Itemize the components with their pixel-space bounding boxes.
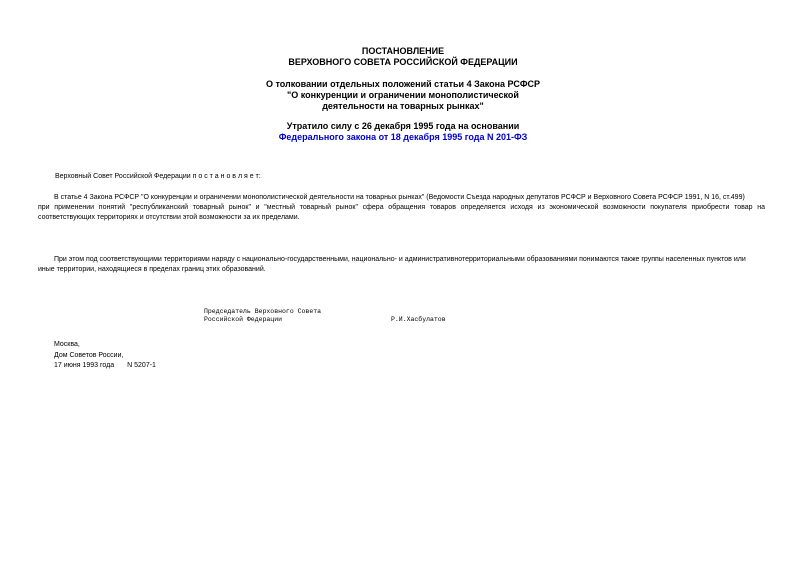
subject-line-3: деятельности на товарных рынках" <box>322 101 484 111</box>
document-status <box>180 121 626 143</box>
signature-name: Р.И.Хасбулатов <box>391 316 446 323</box>
footer-date-number <box>54 361 156 372</box>
document-type-title: ПОСТАНОВЛЕНИЕ <box>361 46 445 56</box>
body-paragraph-2 <box>38 255 767 275</box>
intro-text: Верховный Совет Российской Федерации п о с т а н о в л я е т: <box>55 173 261 180</box>
status-law-link[interactable]: Федерального закона от 18 декабря 1995 года N 201-ФЗ <box>278 132 528 142</box>
signature-position-line-1: Председатель Верховного Совета <box>204 308 322 315</box>
paragraph-1-line-3: соответствующих территориях и отсутствии этой возможности за их пределами. <box>38 214 300 221</box>
issuing-body-title: ВЕРХОВНОГО СОВЕТА РОССИЙСКОЙ ФЕДЕРАЦИИ <box>288 57 518 67</box>
paragraph-2-line-2: иные территории, находящиеся в пределах границ этих образований. <box>38 266 266 273</box>
intro-paragraph <box>55 172 261 182</box>
footer-place: Дом Советов России, <box>54 351 124 359</box>
document-header <box>180 46 626 68</box>
footer-date: 17 июня 1993 года <box>54 362 115 369</box>
document-subject <box>180 79 626 112</box>
paragraph-2-line-1: При этом под соответствующими территориями наряду с национально-государственными, национально- и административнотерриториальными образованиями понимаются также группы населенных пунктов или <box>54 256 746 263</box>
footer-number: N 5207-1 <box>127 362 156 369</box>
signature-position-line-2: Российской Федерации <box>204 316 283 323</box>
signature-position <box>204 308 321 324</box>
subject-line-2: "О конкуренции и ограничении монополистической <box>287 90 519 100</box>
body-paragraph-1 <box>38 193 765 223</box>
footer-city: Москва, <box>54 341 80 348</box>
status-text: Утратило силу с 26 декабря 1995 года на основании <box>286 121 520 131</box>
subject-line-1: О толковании отдельных положений статьи 4 Закона РСФСР <box>265 79 541 89</box>
paragraph-1-line-2: при применении понятий "республиканский товарный рынок" и "местный товарный рынок" сфера обращения товаров определяется исходя из экономической возможности покупателя приобрести товар на <box>38 204 765 211</box>
document-footer <box>54 340 156 372</box>
paragraph-1-line-1: В статье 4 Закона РСФСР "О конкуренции и ограничении монополистической деятельности на товарных рынках" (Ведомости Съезда народных депутатов РСФСР и Верховного Совета РСФСР 1991, N 16, ст.499) <box>54 194 745 201</box>
